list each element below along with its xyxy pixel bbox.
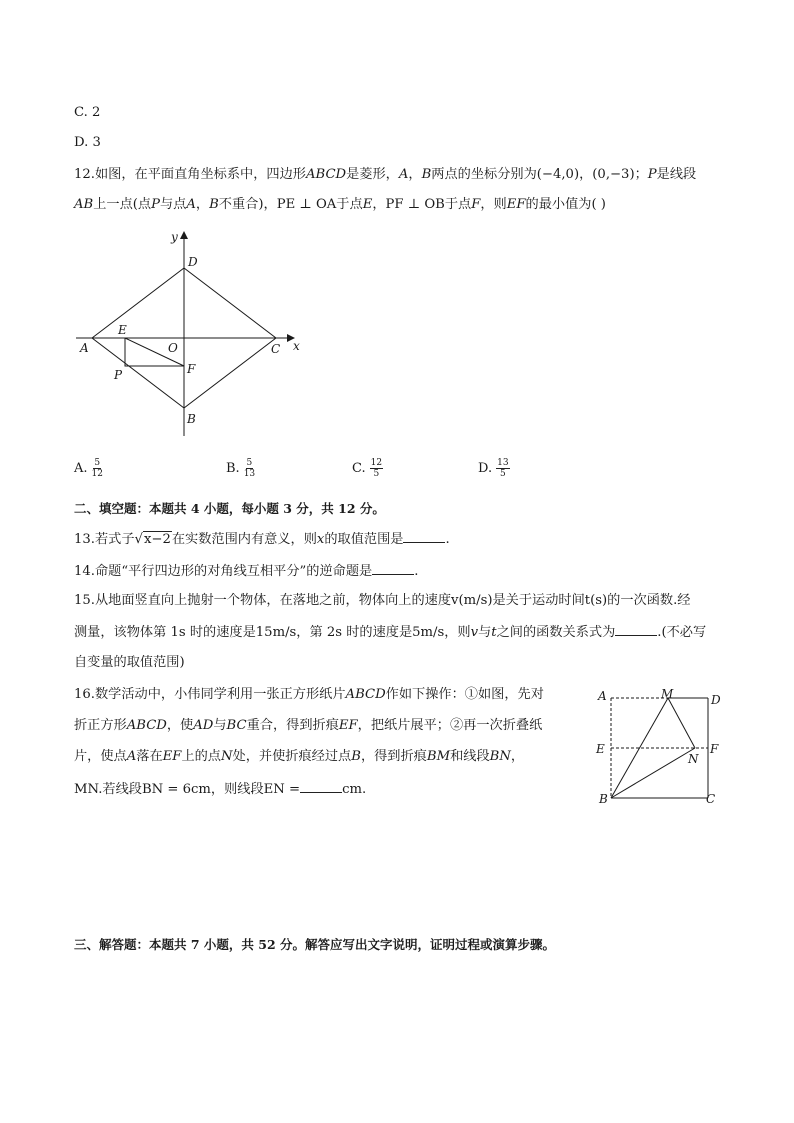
rhombus-figure <box>70 224 310 444</box>
option-a: A. $\frac{5}{12}$ <box>74 458 103 479</box>
crease-bm <box>611 698 668 798</box>
q14: 14.命题“平行四边形的对角线互相平分”的逆命题是 . <box>74 564 419 579</box>
option-c: C. $\frac{12}{5}$ <box>352 458 383 479</box>
label-d16: D <box>711 693 721 707</box>
q15-blank <box>615 623 657 636</box>
label-y: y <box>171 230 178 244</box>
label-f: F <box>187 362 196 376</box>
q16-line4: MN.若线段BN = 6cm，则线段EN = cm. <box>74 782 367 797</box>
section-2-heading: 二、填空题：本题共 4 小题，每小题 3 分，共 12 分。 <box>74 501 385 516</box>
label-c16: C <box>706 792 716 806</box>
q15-line1: 15.从地面竖直向上抛射一个物体，在落地之前，物体向上的速度v(m/s)是关于运动时间t(s)的一次函数.经 <box>74 593 691 608</box>
label-n16: N <box>688 752 699 766</box>
label-f16: F <box>710 742 719 756</box>
q13: 13.若式子√x−2在实数范围内有意义，则x的取值范围是 . <box>74 532 450 547</box>
option-d: D. $\frac{13}{5}$ <box>478 458 509 479</box>
option-c-prev: C. 2 <box>74 105 101 120</box>
q14-blank <box>372 562 414 575</box>
q15-line3: 自变量的取值范围) <box>74 655 185 670</box>
segment-bn <box>611 748 695 798</box>
q16-line3: 片，使点A落在EF上的点N处，并使折痕经过点B，得到折痕BM和线段BN， <box>74 749 525 764</box>
label-a: A <box>80 341 89 355</box>
square-fold-figure <box>592 684 722 808</box>
label-d: D <box>188 255 198 269</box>
q16-blank <box>300 780 342 793</box>
label-x: x <box>293 339 300 353</box>
label-e: E <box>118 323 127 337</box>
q12-line2: AB上一点(点P与点A，B不重合)，PE ⊥ OA于点E，PF ⊥ OB于点F，则EF的最小值为( ) <box>74 197 606 212</box>
label-o: O <box>168 341 178 355</box>
label-p: P <box>114 368 123 382</box>
section-3-heading: 三、解答题：本题共 7 小题，共 52 分。解答应写出文字说明，证明过程或演算步骤。 <box>74 937 556 952</box>
option-d-prev: D. 3 <box>74 135 101 150</box>
label-a16: A <box>598 689 607 703</box>
q15-line2: 测量，该物体第 1s 时的速度是15m/s，第 2s 时的速度是5m/s，则v与t之间的函数关系式为 .(不必写 <box>74 625 707 640</box>
option-b: B. $\frac{5}{13}$ <box>226 458 256 479</box>
segment-mn <box>668 698 695 748</box>
q16-line1: 16.数学活动中，小伟同学利用一张正方形纸片ABCD作如下操作：①如图，先对 <box>74 687 544 702</box>
q16-line2: 折正方形ABCD，使AD与BC重合，得到折痕EF，把纸片展平；②再一次折叠纸 <box>74 718 543 733</box>
label-e16: E <box>596 742 605 756</box>
q12-line1: 12.如图，在平面直角坐标系中，四边形ABCD是菱形，A，B两点的坐标分别为(−4,0)，(0,−3)；P是线段 <box>74 167 697 182</box>
label-c: C <box>271 342 281 356</box>
q13-blank <box>403 530 445 543</box>
label-b16: B <box>599 792 608 806</box>
label-b: B <box>187 412 196 426</box>
label-m16: M <box>661 687 674 701</box>
